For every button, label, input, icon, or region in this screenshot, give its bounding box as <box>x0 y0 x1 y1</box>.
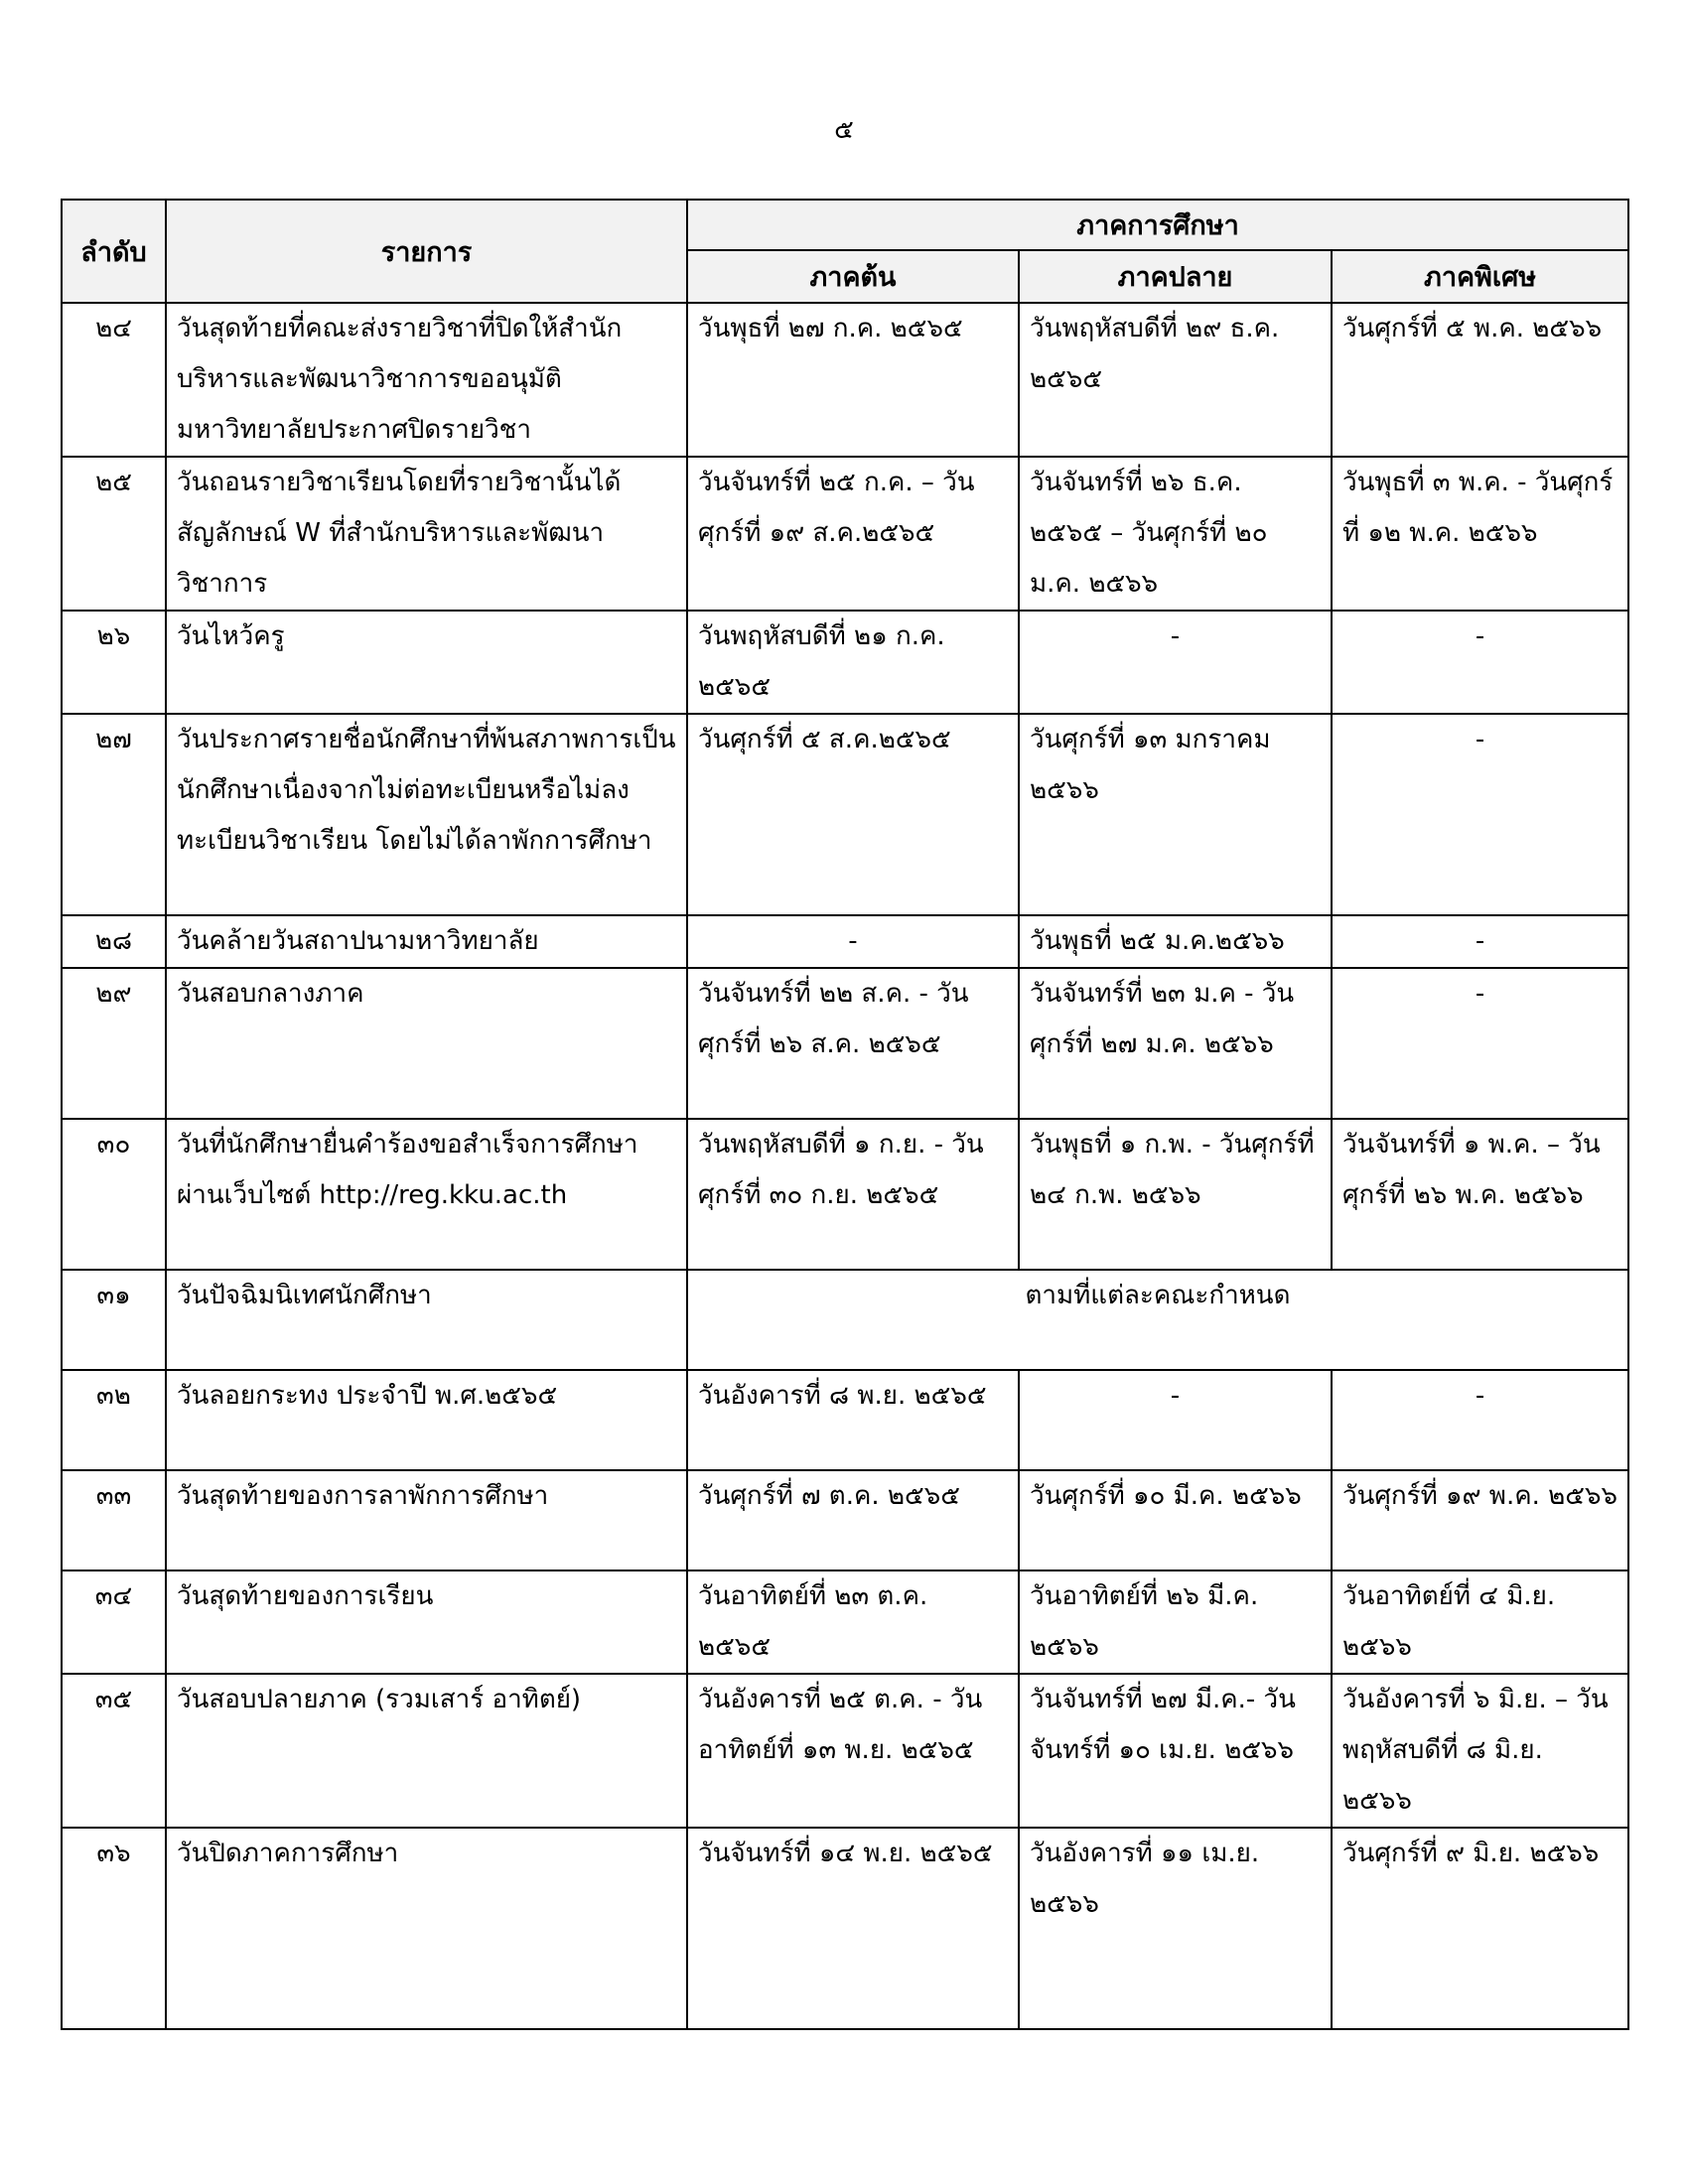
row-number: ๓๒ <box>62 1370 166 1470</box>
row-second-term: วันศุกร์ที่ ๑๓ มกราคม ๒๕๖๖ <box>1019 714 1332 915</box>
row-special-term: - <box>1332 1370 1628 1470</box>
row-first-term: วันพุธที่ ๒๗ ก.ค. ๒๕๖๕ <box>687 303 1019 457</box>
row-item: วันปิดภาคการศึกษา <box>166 1828 687 2029</box>
row-special-term: วันศุกร์ที่ ๕ พ.ค. ๒๕๖๖ <box>1332 303 1628 457</box>
row-first-term: วันจันทร์ที่ ๒๒ ส.ค. - วันศุกร์ที่ ๒๖ ส.ค. ๒๕๖๕ <box>687 968 1019 1119</box>
row-second-term: วันพุธที่ ๑ ก.พ. - วันศุกร์ที่ ๒๔ ก.พ. ๒๕๖๖ <box>1019 1119 1332 1270</box>
row-item: วันปัจฉิมนิเทศนักศึกษา <box>166 1270 687 1370</box>
header-first-term: ภาคต้น <box>687 250 1019 303</box>
row-first-term: - <box>687 915 1019 968</box>
table-row <box>62 1270 1628 1370</box>
row-special-term: วันศุกร์ที่ ๑๙ พ.ค. ๒๕๖๖ <box>1332 1470 1628 1570</box>
row-special-term: วันศุกร์ที่ ๙ มิ.ย. ๒๕๖๖ <box>1332 1828 1628 2029</box>
row-item: วันประกาศรายชื่อนักศึกษาที่พ้นสภาพการเป็นนักศึกษาเนื่องจากไม่ต่อทะเบียนหรือไม่ลงทะเบียนวิชาเรียน โดยไม่ได้ลาพักการศึกษา <box>166 714 687 915</box>
row-first-term: วันพฤหัสบดีที่ ๑ ก.ย. - วันศุกร์ที่ ๓๐ ก.ย. ๒๕๖๕ <box>687 1119 1019 1270</box>
table-row <box>62 915 1628 968</box>
table-row <box>62 303 1628 457</box>
table-row <box>62 968 1628 1119</box>
row-special-term: - <box>1332 611 1628 714</box>
table-row <box>62 1119 1628 1270</box>
row-item: วันสุดท้ายของการลาพักการศึกษา <box>166 1470 687 1570</box>
row-first-term: วันอังคารที่ ๘ พ.ย. ๒๕๖๕ <box>687 1370 1019 1470</box>
row-first-term: วันศุกร์ที่ ๕ ส.ค.๒๕๖๕ <box>687 714 1019 915</box>
row-item: วันที่นักศึกษายื่นคำร้องขอสำเร็จการศึกษาผ่านเว็บไซต์ http://reg.kku.ac.th <box>166 1119 687 1270</box>
row-item: วันคล้ายวันสถาปนามหาวิทยาลัย <box>166 915 687 968</box>
row-number: ๒๘ <box>62 915 166 968</box>
row-special-term: - <box>1332 714 1628 915</box>
row-number: ๓๑ <box>62 1270 166 1370</box>
row-second-term: วันอาทิตย์ที่ ๒๖ มี.ค. ๒๕๖๖ <box>1019 1570 1332 1674</box>
header-term-group: ภาคการศึกษา <box>687 200 1628 250</box>
row-special-term: วันพุธที่ ๓ พ.ค. - วันศุกร์ที่ ๑๒ พ.ค. ๒๕๖๖ <box>1332 457 1628 611</box>
row-second-term: วันจันทร์ที่ ๒๖ ธ.ค. ๒๕๖๕ – วันศุกร์ที่ ๒๐ ม.ค. ๒๕๖๖ <box>1019 457 1332 611</box>
header-second-term: ภาคปลาย <box>1019 250 1332 303</box>
row-number: ๓๖ <box>62 1828 166 2029</box>
row-number: ๓๐ <box>62 1119 166 1270</box>
table-row <box>62 1570 1628 1674</box>
row-number: ๓๕ <box>62 1674 166 1828</box>
row-special-term: วันอาทิตย์ที่ ๔ มิ.ย. ๒๕๖๖ <box>1332 1570 1628 1674</box>
row-number: ๒๗ <box>62 714 166 915</box>
row-second-term: - <box>1019 611 1332 714</box>
row-first-term: วันจันทร์ที่ ๑๔ พ.ย. ๒๕๖๕ <box>687 1828 1019 2029</box>
row-second-term: วันพุธที่ ๒๕ ม.ค.๒๕๖๖ <box>1019 915 1332 968</box>
row-special-term: วันอังคารที่ ๖ มิ.ย. – วันพฤหัสบดีที่ ๘ มิ.ย. ๒๕๖๖ <box>1332 1674 1628 1828</box>
academic-calendar-table <box>61 199 1629 2030</box>
row-second-term: วันจันทร์ที่ ๒๓ ม.ค - วันศุกร์ที่ ๒๗ ม.ค. ๒๕๖๖ <box>1019 968 1332 1119</box>
row-second-term: - <box>1019 1370 1332 1470</box>
row-special-term: วันจันทร์ที่ ๑ พ.ค. – วันศุกร์ที่ ๒๖ พ.ค. ๒๕๖๖ <box>1332 1119 1628 1270</box>
page-number: ๕ <box>834 115 854 145</box>
table-row <box>62 1828 1628 2029</box>
header-item: รายการ <box>166 200 687 303</box>
table-row <box>62 1470 1628 1570</box>
row-item: วันสอบปลายภาค (รวมเสาร์ อาทิตย์) <box>166 1674 687 1828</box>
row-second-term: วันพฤหัสบดีที่ ๒๙ ธ.ค. ๒๕๖๕ <box>1019 303 1332 457</box>
row-number: ๓๔ <box>62 1570 166 1674</box>
table-row <box>62 611 1628 714</box>
row-number: ๒๙ <box>62 968 166 1119</box>
row-number: ๒๔ <box>62 303 166 457</box>
row-second-term: วันอังคารที่ ๑๑ เม.ย. ๒๕๖๖ <box>1019 1828 1332 2029</box>
row-number: ๓๓ <box>62 1470 166 1570</box>
row-item: วันถอนรายวิชาเรียนโดยที่รายวิชานั้นได้สัญลักษณ์ W ที่สำนักบริหารและพัฒนาวิชาการ <box>166 457 687 611</box>
row-all-terms: ตามที่แต่ละคณะกำหนด <box>687 1270 1628 1370</box>
table-row <box>62 1674 1628 1828</box>
row-item: วันสอบกลางภาค <box>166 968 687 1119</box>
row-first-term: วันอังคารที่ ๒๕ ต.ค. - วันอาทิตย์ที่ ๑๓ พ.ย. ๒๕๖๕ <box>687 1674 1019 1828</box>
row-special-term: - <box>1332 968 1628 1119</box>
row-item: วันสุดท้ายของการเรียน <box>166 1570 687 1674</box>
table-row <box>62 457 1628 611</box>
table-row <box>62 714 1628 915</box>
row-first-term: วันจันทร์ที่ ๒๕ ก.ค. – วันศุกร์ที่ ๑๙ ส.ค.๒๕๖๕ <box>687 457 1019 611</box>
table-row <box>62 1370 1628 1470</box>
row-number: ๒๕ <box>62 457 166 611</box>
row-special-term: - <box>1332 915 1628 968</box>
row-first-term: วันศุกร์ที่ ๗ ต.ค. ๒๕๖๕ <box>687 1470 1019 1570</box>
row-item: วันไหว้ครู <box>166 611 687 714</box>
row-second-term: วันศุกร์ที่ ๑๐ มี.ค. ๒๕๖๖ <box>1019 1470 1332 1570</box>
row-first-term: วันอาทิตย์ที่ ๒๓ ต.ค. ๒๕๖๕ <box>687 1570 1019 1674</box>
header-special-term: ภาคพิเศษ <box>1332 250 1628 303</box>
row-second-term: วันจันทร์ที่ ๒๗ มี.ค.- วันจันทร์ที่ ๑๐ เม.ย. ๒๕๖๖ <box>1019 1674 1332 1828</box>
row-first-term: วันพฤหัสบดีที่ ๒๑ ก.ค. ๒๕๖๕ <box>687 611 1019 714</box>
row-item: วันลอยกระทง ประจำปี พ.ศ.๒๕๖๕ <box>166 1370 687 1470</box>
row-item: วันสุดท้ายที่คณะส่งรายวิชาที่ปิดให้สำนักบริหารและพัฒนาวิชาการขออนุมัติมหาวิทยาลัยประกาศปิดรายวิชา <box>166 303 687 457</box>
header-no: ลำดับ <box>62 200 166 303</box>
row-number: ๒๖ <box>62 611 166 714</box>
